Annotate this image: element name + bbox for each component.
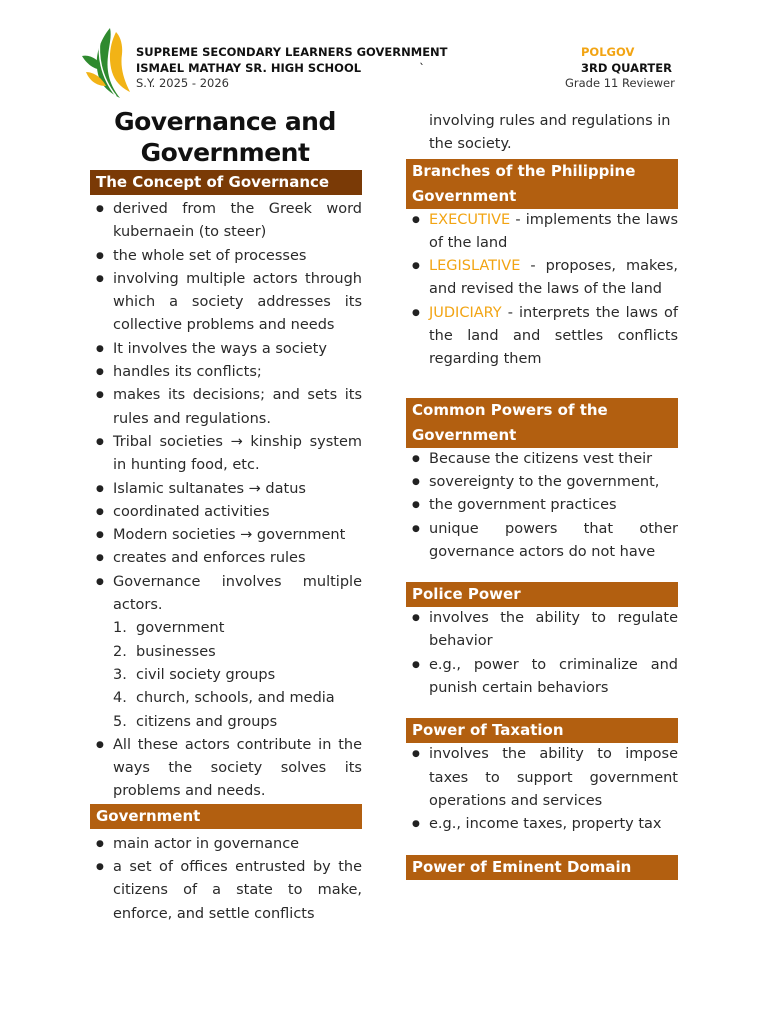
taxation-heading: Power of Taxation <box>406 718 678 743</box>
header-left <box>136 45 448 92</box>
government-heading: Government <box>90 804 362 829</box>
list-item: ● All these actors contribute in the ways the society solves its problems and needs. <box>90 734 362 804</box>
taxation-list <box>406 743 678 836</box>
list-item: ● unique powers that other governance actors do not have <box>406 518 678 565</box>
list-item: ● the government practices <box>406 494 678 517</box>
list-item: ● e.g., income taxes, property tax <box>406 813 678 836</box>
list-item: ● Tribal societies → kinship system in hunting food, etc. <box>90 431 362 478</box>
list-item: ● Governance involves multiple actors. <box>90 571 362 618</box>
school-mark: ` <box>419 60 425 75</box>
branches-list <box>406 209 678 372</box>
reviewer-label: Grade 11 Reviewer <box>565 76 675 90</box>
government-continuation: involving rules and regulations in the society. <box>429 113 671 153</box>
list-item: ● a set of offices entrusted by the citizens of a state to make, enforce, and settle conflicts <box>90 856 362 926</box>
actor-item: 5. citizens and groups <box>113 713 278 730</box>
list-item: ● involving multiple actors through which a society addresses its collective problems and needs <box>90 268 362 338</box>
eminent-domain-heading: Power of Eminent Domain <box>406 855 678 880</box>
common-powers-list <box>406 448 678 564</box>
actor-item: 3. civil society groups <box>113 666 276 683</box>
list-item: ● e.g., power to criminalize and punish certain behaviors <box>406 654 678 701</box>
actor-item: 1. government <box>113 620 225 637</box>
branch-legislative: ● LEGISLATIVE - proposes, makes, and revised the laws of the land <box>406 255 678 302</box>
branch-judiciary: ● JUDICIARY - interprets the laws of the land and settles conflicts regarding them <box>406 302 678 372</box>
list-item: ● handles its conflicts; <box>90 361 362 384</box>
quarter-label: 3RD QUARTER <box>581 60 672 75</box>
concept-heading: The Concept of Governance <box>90 170 362 195</box>
page-title: Governance and Government <box>114 107 336 167</box>
list-item: ● Modern societies → government <box>90 524 362 547</box>
common-powers-heading: Common Powers of the Government <box>406 398 678 448</box>
list-item: ● coordinated activities <box>90 501 362 524</box>
subject-label: POLGOV <box>581 45 635 59</box>
list-item: ● main actor in governance <box>90 833 362 856</box>
branch-executive: ● EXECUTIVE - implements the laws of the land <box>406 209 678 256</box>
actor-item: 2. businesses <box>113 643 216 660</box>
concept-closing-list <box>90 734 362 804</box>
list-item: ● Islamic sultanates → datus <box>90 478 362 501</box>
government-list <box>90 833 362 926</box>
list-item: ● involves the ability to impose taxes to support government operations and services <box>406 743 678 813</box>
police-power-list <box>406 607 678 700</box>
actor-item: 4. church, schools, and media <box>113 690 335 707</box>
list-item: ● Because the citizens vest their <box>406 448 678 471</box>
list-item: ● the whole set of processes <box>90 245 362 268</box>
list-item: ● creates and enforces rules <box>90 547 362 570</box>
list-item: ● derived from the Greek word kubernaein (to steer) <box>90 198 362 245</box>
concept-list <box>90 198 362 617</box>
school-year: S.Y. 2025 - 2026 <box>136 76 229 90</box>
police-power-heading: Police Power <box>406 582 678 607</box>
right-column <box>406 110 678 880</box>
left-column <box>90 170 362 926</box>
list-item: ● makes its decisions; and sets its rules and regulations. <box>90 384 362 431</box>
header-right <box>565 45 675 92</box>
branches-heading: Branches of the Philippine Government <box>406 159 678 209</box>
ssg-logo <box>80 26 132 102</box>
org-name: SUPREME SECONDARY LEARNERS GOVERNMENT <box>136 45 448 59</box>
actors-list <box>90 617 362 733</box>
school-name: ISMAEL MATHAY SR. HIGH SCHOOL ` <box>136 60 425 75</box>
list-item: ● involves the ability to regulate behavior <box>406 607 678 654</box>
list-item: ● sovereignty to the government, <box>406 471 678 494</box>
list-item: ● It involves the ways a society <box>90 338 362 361</box>
